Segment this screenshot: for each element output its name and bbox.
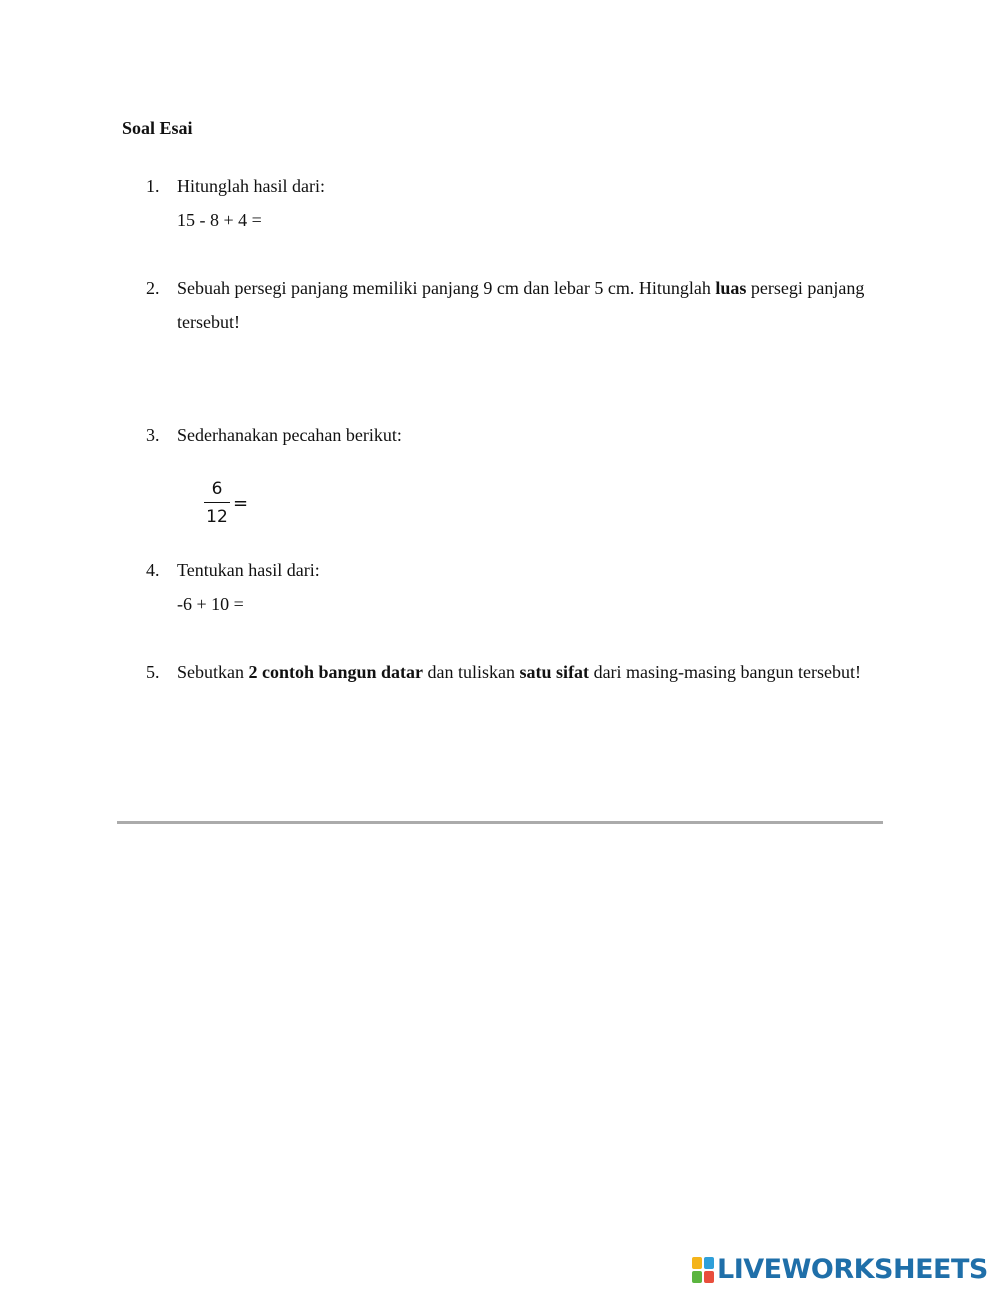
text-segment: persegi panjang tersebut! [177,278,865,332]
question-4 [146,553,876,621]
logo-tile [692,1257,702,1269]
equals-sign: = [233,492,249,514]
brand-wordmark: LIVEWORKSHEETS [717,1254,988,1285]
bold-term: 2 contoh bangun datar [248,662,424,682]
question-text [177,271,876,339]
liveworksheets-brand [692,1252,988,1288]
liveworksheets-logo-icon [692,1257,714,1283]
question-number: 2. [146,278,160,298]
question-text: Sederhanakan pecahan berikut: [177,425,402,445]
horizontal-divider [117,821,883,824]
question-text: Tentukan hasil dari: [177,560,320,580]
question-expression: 15 - 8 + 4 = [177,210,262,230]
question-number: 3. [146,425,160,445]
question-text [177,655,876,689]
logo-tile [704,1271,714,1283]
section-title: Soal Esai [122,118,193,138]
fraction-denominator: 12 [206,507,228,527]
question-2 [146,271,876,339]
question-3 [146,418,876,452]
logo-tile [704,1257,714,1269]
question-1 [146,169,876,237]
text-segment: dan tuliskan [423,662,520,682]
question-number: 4. [146,560,160,580]
bold-term: satu sifat [519,662,590,682]
fraction-expression [204,478,248,528]
logo-tile [692,1271,702,1283]
bold-term: luas [715,278,747,298]
text-segment: dari masing-masing bangun tersebut! [589,662,861,682]
question-5 [146,655,876,689]
question-number: 1. [146,176,160,196]
question-number: 5. [146,662,160,682]
question-text: Hitunglah hasil dari: [177,176,325,196]
fraction [204,478,230,528]
text-segment: Sebutkan [177,662,249,682]
fraction-numerator: 6 [211,479,223,499]
question-expression: -6 + 10 = [177,594,244,614]
text-segment: Sebuah persegi panjang memiliki panjang 9 cm dan lebar 5 cm. Hitunglah [177,278,716,298]
